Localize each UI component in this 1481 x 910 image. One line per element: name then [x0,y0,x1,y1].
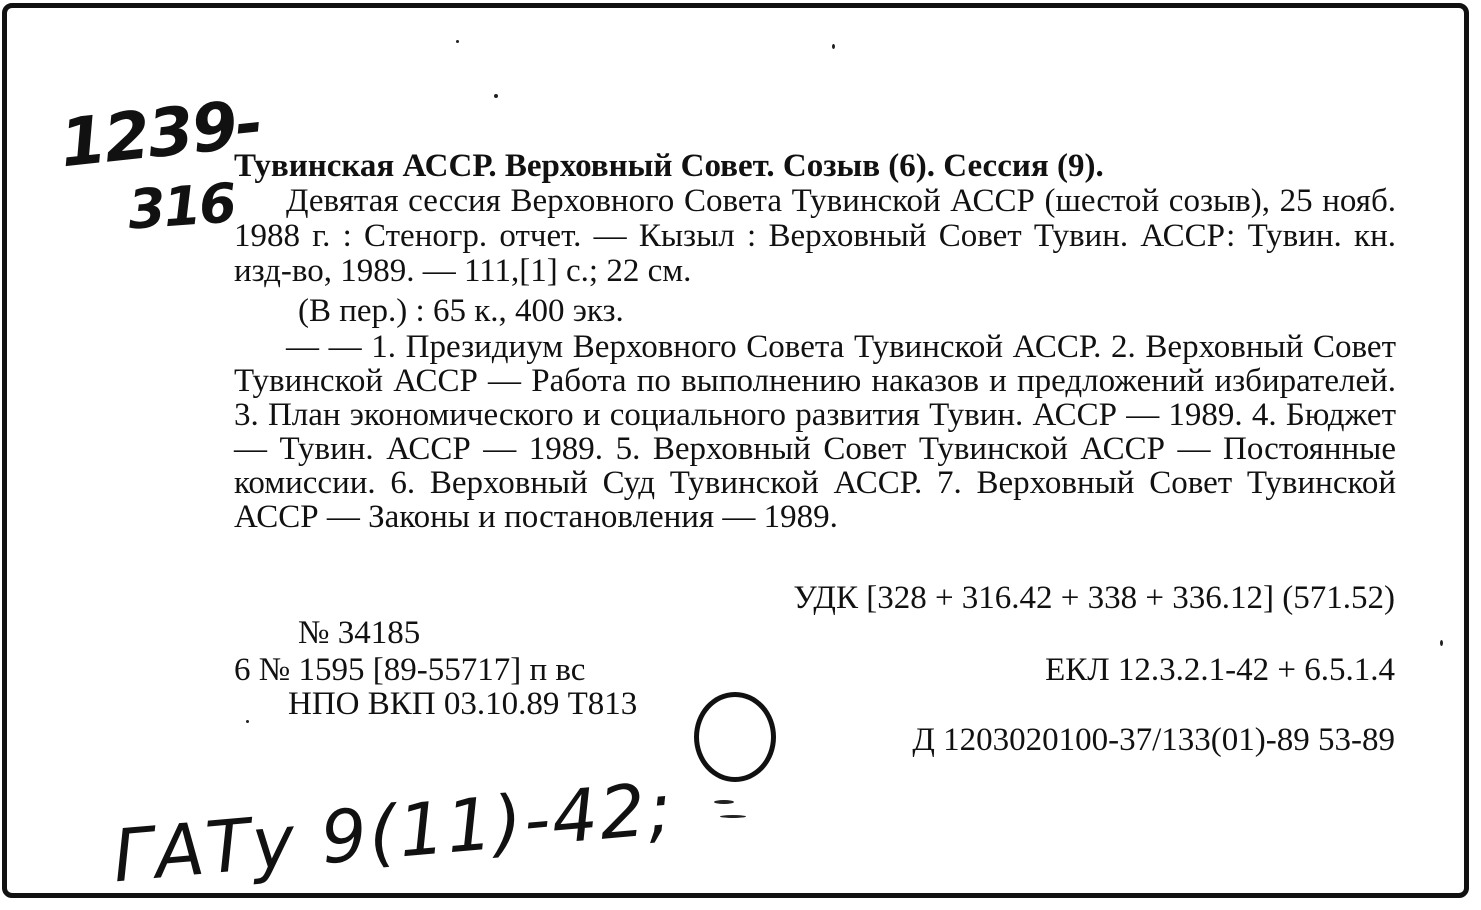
price-and-print-run: (В пер.) : 65 к., 400 экз. [298,293,624,329]
print-speck [714,800,734,804]
card-number: № 34185 [298,615,421,651]
d-code: Д 1203020100-37/133(01)-89 53-89 [912,722,1395,758]
subject-headings: — — 1. Президиум Верховного Совета Тувинской АССР. 2. Верховный Совет Тувинской АССР — Работа по выполнению наказов и предложений избирателей. 3. План экономического и социального развития Тувин. АССР — 1989. 4. Бюджет — Тувин. АССР — 1989. 5. Верховный Совет Тувинской АССР — Постоянные комиссии. 6. Верховный Суд Тувинской АССР. 7. Верховный Совет Тувинской АССР — Законы и постановления — 1989. [234,329,1396,535]
handwritten-shelf-mark-line1: 1239- [56,84,265,183]
handwritten-shelf-mark-line2: 316 [125,171,237,242]
npo-code: НПО ВКП 03.10.89 Т813 [288,686,638,722]
print-speck [494,94,498,98]
handwritten-archive-code: ГАТу 9(11)-42; [109,765,677,899]
print-speck [832,44,835,49]
order-number: 6 № 1595 [89-55717] п вс [234,652,586,688]
udk-code: УДК [328 + 316.42 + 338 + 336.12] (571.52) [793,580,1395,616]
print-speck [720,815,746,818]
bibliographic-description: Девятая сессия Верховного Совета Тувинской АССР (шестой созыв), 25 нояб. 1988 г. : Стеногр. отчет. — Кызыл : Верховный Совет Тувин. АССР: Тувин. кн. изд-во, 1989. — 111,[1] с.; 22 см. [234,183,1396,289]
print-speck [456,40,459,43]
print-speck [1440,640,1443,646]
ekl-code: ЕКЛ 12.3.2.1-42 + 6.5.1.4 [1045,652,1395,688]
print-speck [246,720,249,723]
card-heading: Тувинская АССР. Верховный Совет. Созыв (6). Сессия (9). [234,148,1104,184]
stamp-circle [694,692,776,782]
